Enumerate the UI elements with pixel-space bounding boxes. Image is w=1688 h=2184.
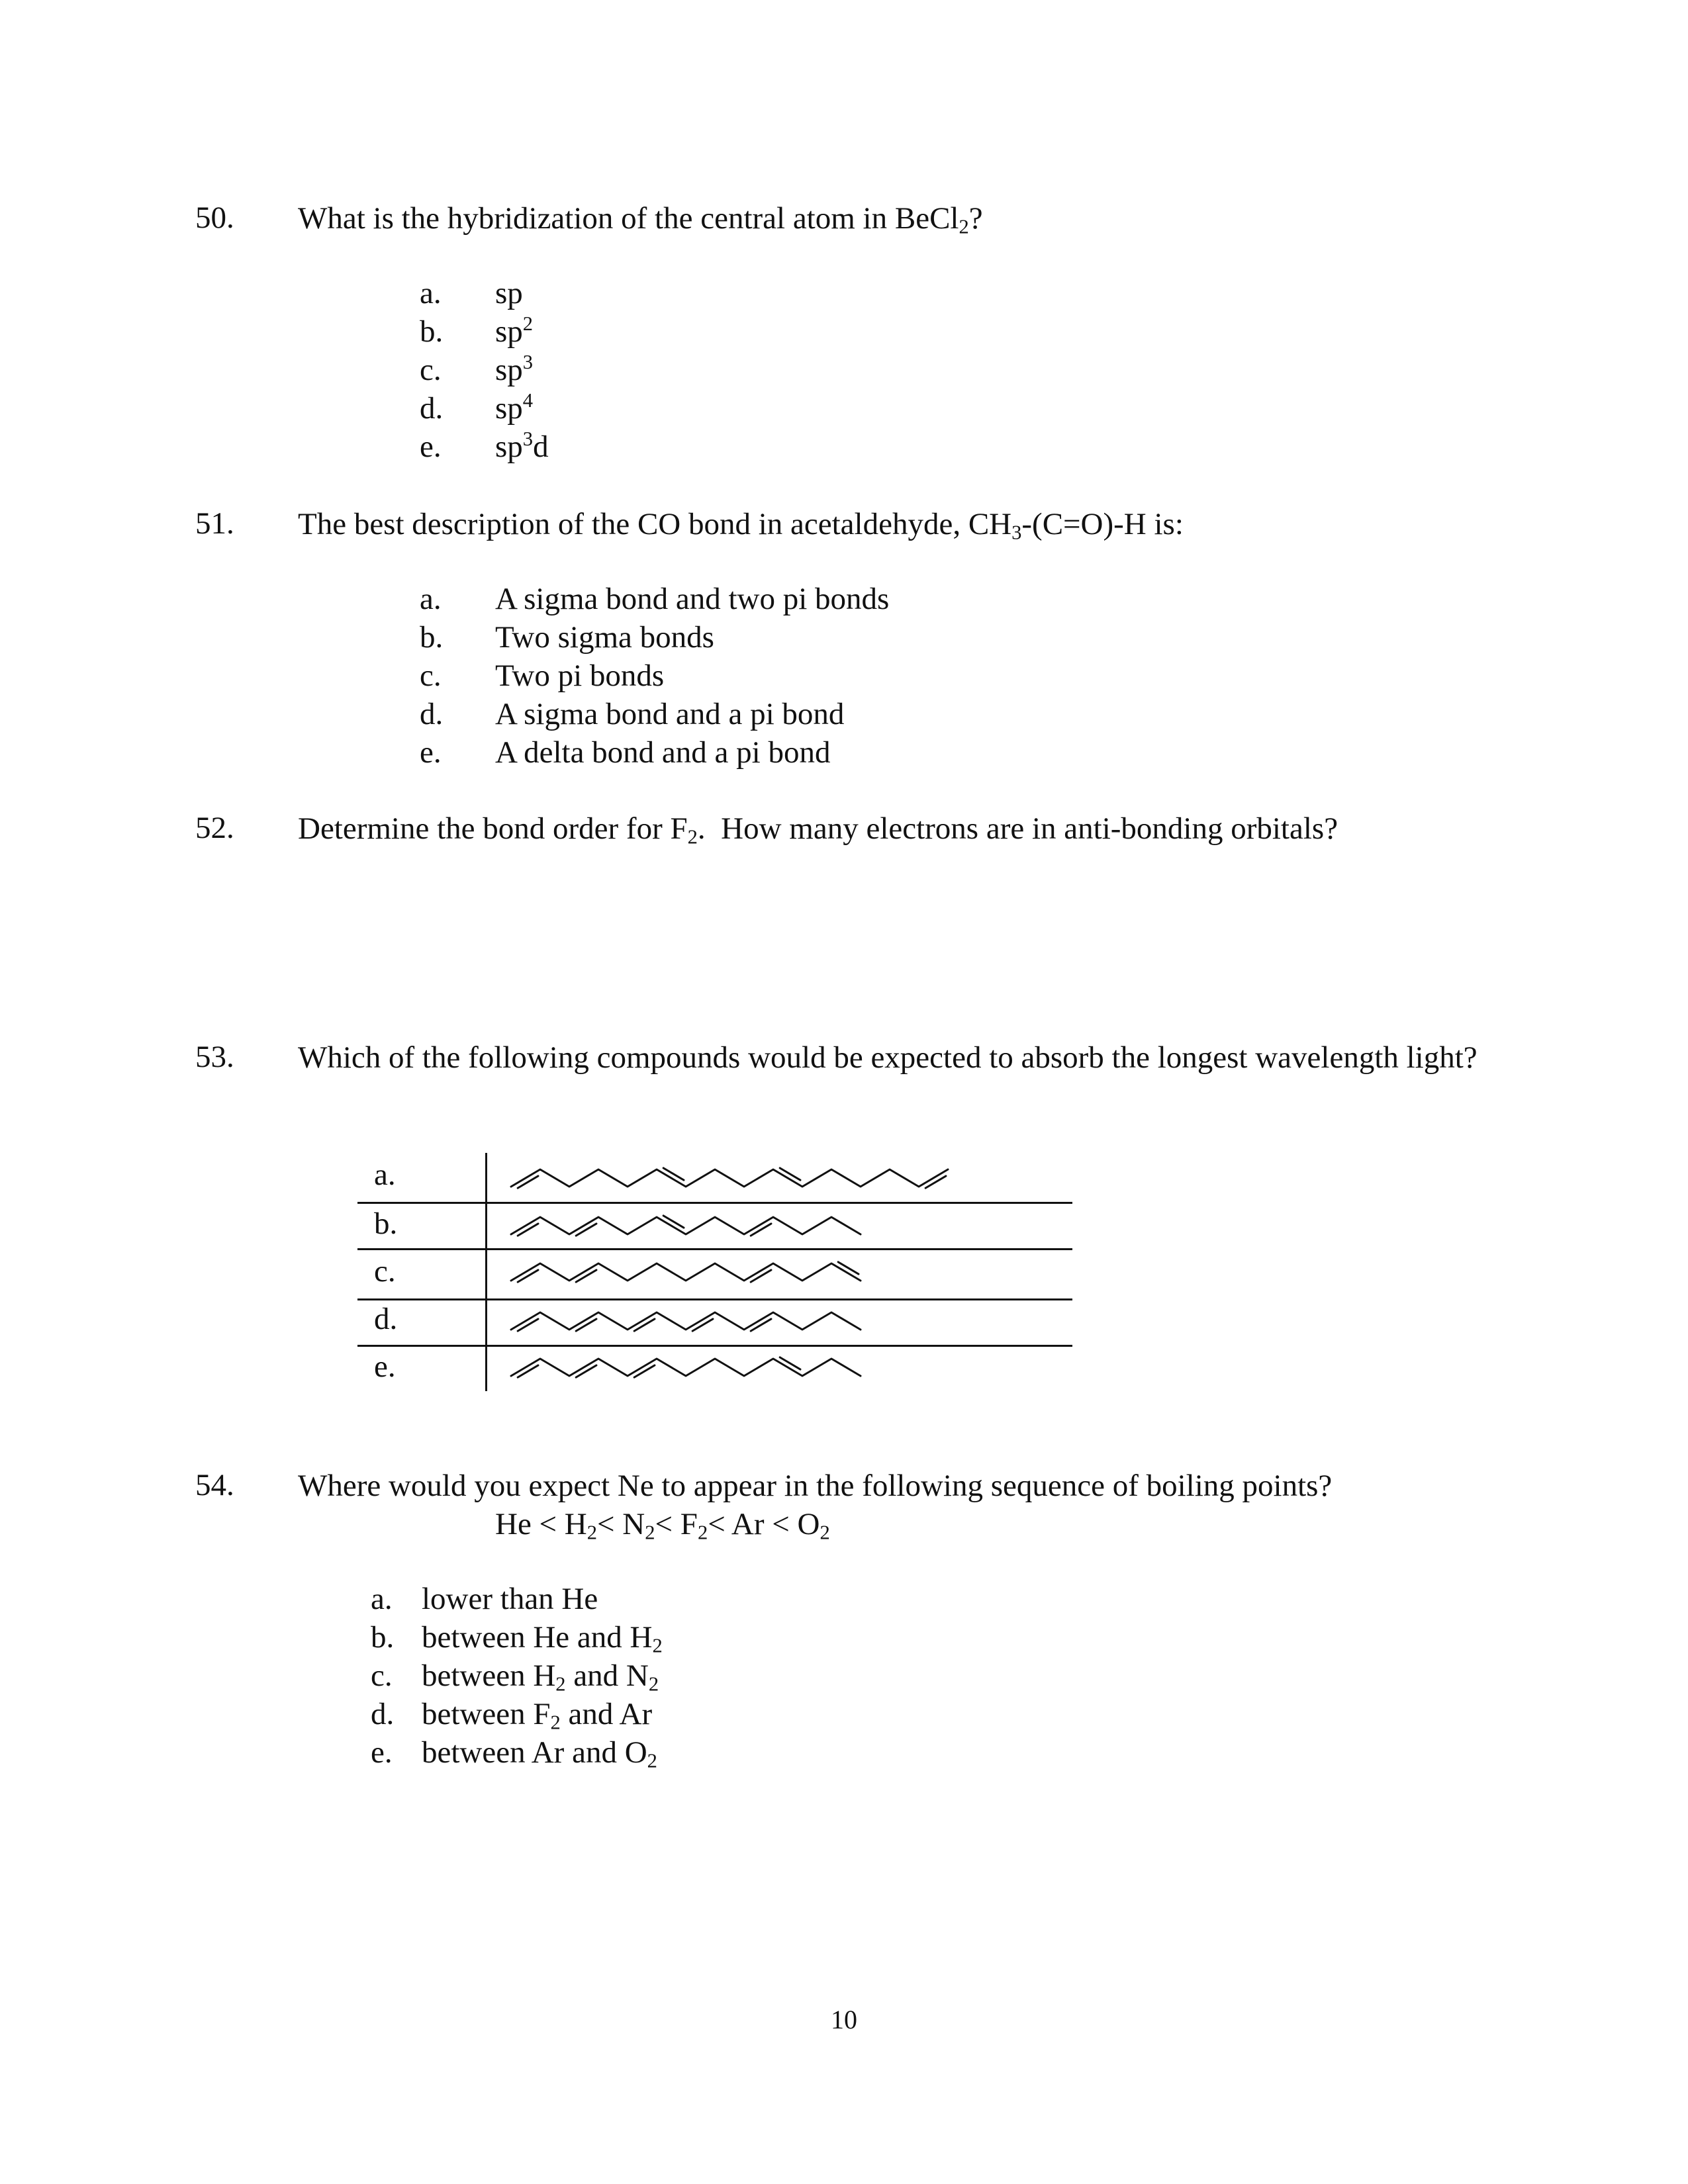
q54-text: Where would you expect Ne to appear in the following sequence of boiling points? xyxy=(298,1469,1333,1503)
polyene-chain-b xyxy=(511,1217,861,1234)
q51-option-a-text: A sigma bond and two pi bonds xyxy=(495,582,890,616)
q51-option-d-text: A sigma bond and a pi bond xyxy=(495,697,845,731)
q51-number: 51. xyxy=(195,506,234,541)
q51-option-d-letter: d. xyxy=(420,697,444,731)
q50-option-e-letter: e. xyxy=(420,430,442,464)
q50-option-a-text: sp xyxy=(495,276,523,310)
double-bond-line xyxy=(634,1365,655,1377)
q53-number: 53. xyxy=(195,1040,234,1074)
q50-number: 50. xyxy=(195,201,234,235)
double-bond-line xyxy=(751,1224,771,1236)
double-bond-line xyxy=(780,1357,800,1369)
q54-option-b-letter: b. xyxy=(371,1620,395,1655)
q50-text: What is the hybridization of the central atom in BeCl$_2$? xyxy=(298,201,983,238)
q50-option-c-letter: c. xyxy=(420,353,442,387)
q54-option-d-text: between $F_2$ and Ar xyxy=(422,1697,653,1734)
q50-option-d-text: $sp^4$ xyxy=(495,389,534,426)
q54-boiling-sequence: $He < H_2< N_2< F_2< Ar < O_2$ xyxy=(495,1507,830,1544)
q52-number: 52. xyxy=(195,811,234,845)
q51-text: The best description of the CO bond in acetaldehyde, $CH_3-(C=O)-H$ is: xyxy=(298,507,1184,544)
double-bond-line xyxy=(780,1168,800,1180)
double-bond-line xyxy=(518,1319,538,1331)
q51-option-c-text: Two pi bonds xyxy=(495,659,665,693)
double-bond-line xyxy=(518,1270,538,1282)
q50-option-a-letter: a. xyxy=(420,276,442,310)
q53-option-d-letter: d. xyxy=(374,1302,398,1336)
q51-option-c-letter: c. xyxy=(420,659,442,693)
q54-number: 54. xyxy=(195,1468,234,1502)
q50-option-d-letter: d. xyxy=(420,391,444,426)
double-bond-line xyxy=(576,1224,596,1236)
polyene-chain-c xyxy=(511,1263,861,1281)
q53-option-a-letter: a. xyxy=(374,1158,396,1192)
q51-option-b-text: Two sigma bonds xyxy=(495,620,714,655)
polyene-chain-d xyxy=(511,1312,861,1330)
q54-option-a-letter: a. xyxy=(371,1582,393,1616)
q50-option-e-text: $sp^3d$ xyxy=(495,428,549,464)
q50-option-b-text: $sp^2$ xyxy=(495,312,534,349)
double-bond-line xyxy=(634,1319,655,1331)
double-bond-line xyxy=(925,1176,946,1188)
q51-option-b-letter: b. xyxy=(420,620,444,655)
double-bond-line xyxy=(692,1319,713,1331)
q54-option-c-letter: c. xyxy=(371,1659,393,1693)
q50-option-b-letter: b. xyxy=(420,314,444,349)
q54-option-a-text: lower than He xyxy=(422,1582,598,1616)
q53-option-b-letter: b. xyxy=(374,1206,398,1241)
double-bond-line xyxy=(751,1319,771,1331)
double-bond-line xyxy=(838,1262,859,1274)
q54-option-e-letter: e. xyxy=(371,1735,393,1770)
q54-option-d-letter: d. xyxy=(371,1697,395,1731)
double-bond-line xyxy=(576,1365,596,1377)
q54-option-b-text: between He and $H_2$ xyxy=(422,1620,663,1657)
q54-option-c-text: between $H_2$ and $N_2$ xyxy=(422,1659,659,1696)
polyene-chain-e xyxy=(511,1359,861,1376)
double-bond-line xyxy=(663,1168,684,1180)
double-bond-line xyxy=(576,1270,596,1282)
double-bond-line xyxy=(663,1216,684,1228)
double-bond-line xyxy=(518,1176,538,1188)
q51-option-a-letter: a. xyxy=(420,582,442,616)
q51-option-e-letter: e. xyxy=(420,735,442,770)
q53-option-e-letter: e. xyxy=(374,1349,396,1384)
double-bond-line xyxy=(518,1224,538,1236)
double-bond-line xyxy=(518,1365,538,1377)
q54-option-e-text: between Ar and $O_2$ xyxy=(422,1735,657,1772)
q52-text: Determine the bond order for $F_2$. How many electrons are in anti-bonding orbitals? xyxy=(298,811,1338,848)
q51-option-e-text: A delta bond and a pi bond xyxy=(495,735,831,770)
q53-text: Which of the following compounds would be expected to absorb the longest wavelength light? xyxy=(298,1040,1477,1075)
double-bond-line xyxy=(576,1319,596,1331)
double-bond-line xyxy=(751,1270,771,1282)
q50-option-c-text: $sp^3$ xyxy=(495,351,534,387)
q53-option-c-letter: c. xyxy=(374,1254,396,1289)
polyene-chain-a xyxy=(511,1169,948,1187)
page-number: 10 xyxy=(831,2005,857,2034)
